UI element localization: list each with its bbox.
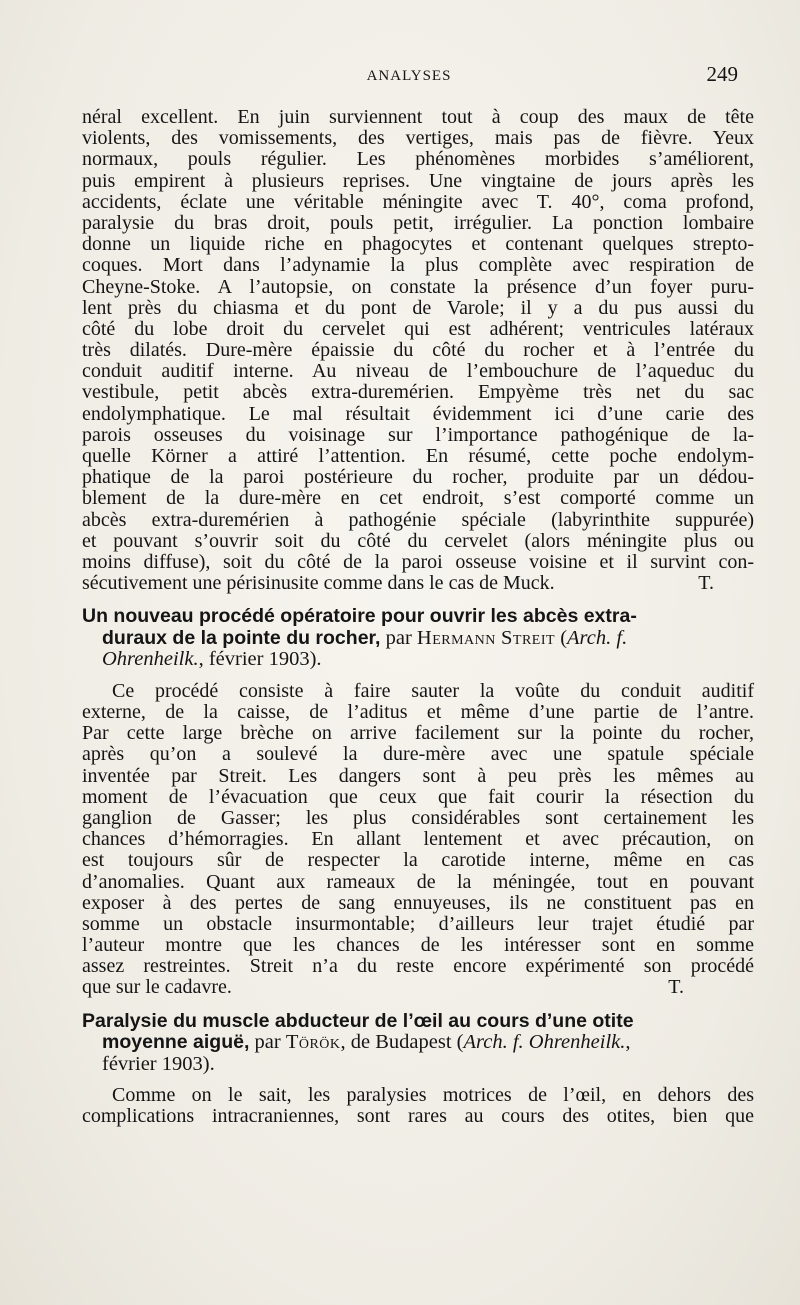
text-line: après qu’on a soulevé la dure-mère avec une spatule spéciale [82, 743, 754, 766]
article-title-cont: duraux de la pointe du rocher, [102, 626, 381, 649]
running-head: ANALYSES [366, 68, 452, 84]
article-title-cont: moyenne aiguë, [102, 1031, 250, 1054]
text-line: normaux, pouls régulier. Les phénomènes morbides s’améliorent, [82, 148, 754, 171]
text-line-last [82, 573, 754, 594]
text-line: quelle Körner a attiré l’attention. En résumé, cette poche endolym- [82, 445, 754, 467]
text-line: externe, de la caisse, de l’aditus et même d’une partie de l’antre. [82, 701, 754, 723]
text-line: Cheyne-Stoke. A l’autopsie, on constate la présence d’un foyer puru- [82, 275, 754, 298]
text-line: violents, des vomissements, des vertiges, mais pas de fièvre. Yeux [82, 127, 754, 150]
page-body [82, 107, 754, 1128]
text-line: endolymphatique. Le mal résultait évidemment ici d’une carie des [82, 402, 754, 425]
journal-name-cont: Ohrenheilk. [102, 648, 199, 671]
text-line: exposer à des pertes de sang ennuyeuses, ils ne constituent pas en [82, 891, 754, 914]
author-name: Török [285, 1031, 341, 1054]
text-line: moment de l’évacuation que ceux que fait courir la résection du [82, 785, 754, 808]
author-last-name: Streit [501, 626, 556, 649]
article-title: Un nouveau procédé opératoire pour ouvrir les abcès extra- [82, 605, 637, 628]
text-line: et pouvant s’ouvrir soit du côté du cervelet (alors méningite plus ou [82, 529, 754, 552]
article-heading: Un nouveau procédé opératoire pour ouvrir les abcès extra- duraux de la pointe du rocher, par Hermann Streit (Arch. f. Ohrenheilk., février 1903). [82, 605, 637, 671]
text-line: paralysie du bras droit, pouls petit, irrégulier. La ponction lombaire [82, 211, 754, 234]
continuation-paragraph [82, 107, 754, 594]
article-title: Paralysie du muscle abducteur de l’œil au cours d’une otite [82, 1009, 634, 1032]
text-line: très dilatés. Dure-mère épaissie du côté du rocher et à l’entrée du [82, 339, 754, 362]
citation-date: février 1903). [102, 1052, 215, 1075]
text-line: puis empirent à plusieurs reprises. Une vingtaine de jours après les [82, 169, 754, 192]
text-line: néral excellent. En juin surviennent tout à coup des maux de tête [82, 106, 754, 128]
journal-name: Arch. f. [567, 626, 628, 649]
text-line: est toujours sûr de respecter la carotide interne, même en cas [82, 849, 754, 872]
text-line: blement de la dure-mère en cet endroit, s’est comporté comme un [82, 487, 754, 510]
text-line: accidents, éclate une véritable méningite avec T. 40°, coma profond, [82, 190, 754, 213]
article-paragraph [82, 681, 754, 999]
text-line: Par cette large brèche on arrive facilement sur la pointe du rocher, [82, 722, 754, 745]
text-line: Ce procédé consiste à faire sauter la voûte du conduit auditif [112, 679, 754, 702]
text-line: vestibule, petit abcès extra-duremérien. Empyème très net du sac [82, 381, 754, 404]
page-header [80, 62, 738, 92]
text-line: inventée par Streit. Les dangers sont à peu près les mêmes au [82, 764, 754, 787]
text-line: ganglion de Gasser; les plus considérables sont certainement les [82, 806, 754, 829]
citation-date: , février 1903). [198, 648, 322, 671]
text-line: conduit auditif interne. Au niveau de l’embouchure de l’aqueduc du [82, 360, 754, 383]
reviewer-signature: T. [698, 572, 714, 595]
author-first-name: Hermann [416, 626, 496, 649]
text-line: assez restreintes. Streit n’a du reste encore expérimenté son procédé [82, 955, 754, 978]
text-line-last [82, 977, 754, 998]
text-line: lent près du chiasma et du pont de Varole; il y a du pus aussi du [82, 296, 754, 319]
article-paragraph [82, 1085, 754, 1127]
journal-name: Arch. f. Ohrenheilk. [463, 1031, 626, 1054]
last-line-text: que sur le cadavre. [82, 976, 232, 999]
article-heading: Paralysie du muscle abducteur de l’œil au cours d’une otite moyenne aiguë, par Török, de Budapest (Arch. f. Ohrenheilk., février 1903). [82, 1009, 634, 1075]
text-line: Comme on le sait, les paralysies motrices de l’œil, en dehors des [112, 1084, 754, 1107]
text-line: l’auteur montre que les chances de les intéresser sont en somme [82, 934, 754, 957]
text-line: somme un obstacle insurmontable; d’ailleurs leur trajet étudié par [82, 912, 754, 935]
page-number: 249 [706, 62, 738, 86]
reviewer-signature: T. [668, 976, 684, 999]
last-line-text: sécutivement une périsinusite comme dans le cas de Muck. [82, 572, 555, 595]
text-line: abcès extra-duremérien à pathogénie spéciale (labyrinthite suppurée) [82, 508, 754, 531]
text-line: parois osseuses du voisinage sur l’importance pathogénique de la- [82, 423, 754, 446]
text-line: complications intracraniennes, sont rares au cours des otites, bien que [82, 1105, 754, 1128]
text-line: d’anomalies. Quant aux rameaux de la méningée, tout en pouvant [82, 870, 754, 893]
text-line: donne un liquide riche en phagocytes et contenant quelques strepto- [82, 233, 754, 256]
text-line: moins diffuse), soit du côté de la paroi osseuse voisine et il survint con- [82, 550, 754, 573]
text-line: chances d’hémorragies. En allant lentement et avec précaution, on [82, 828, 754, 851]
text-line: coques. Mort dans l’adynamie la plus complète avec respiration de [82, 254, 754, 277]
text-line: côté du lobe droit du cervelet qui est adhérent; ventricules latéraux [82, 317, 754, 340]
text-line: phatique de la paroi postérieure du rocher, produite par un dédou- [82, 466, 754, 489]
